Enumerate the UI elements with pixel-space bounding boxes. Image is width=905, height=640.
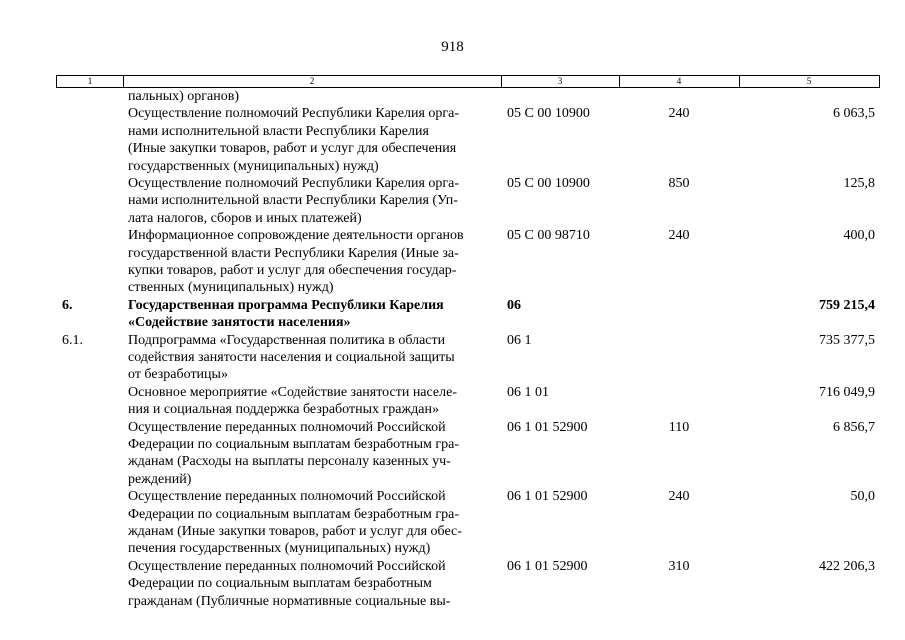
- column-header-3: 3: [557, 76, 563, 86]
- row-name-line: (Иные закупки товаров, работ и услуг для обеспечения: [128, 141, 457, 157]
- row-name-line: реждений): [128, 471, 192, 487]
- row-name-line: жданам (Расходы на выплаты персоналу казенных уч-: [128, 454, 451, 470]
- row-classification-code: 06: [507, 297, 521, 313]
- row-amount: 125,8: [843, 176, 875, 191]
- row-name-line: гражданам (Публичные нормативные социальные вы-: [128, 593, 451, 609]
- row-name: [128, 88, 488, 105]
- row-classification-code: 05 С 00 98710: [507, 228, 590, 244]
- column-header-1: 1: [87, 76, 93, 86]
- row-name-line: Осуществление полномочий Республики Карелия орга-: [128, 176, 460, 191]
- row-amount: 6 856,7: [833, 419, 875, 435]
- row-name-line: ния и социальная поддержка безработных граждан»: [128, 402, 439, 418]
- row-name-line: Осуществление полномочий Республики Карелия орга-: [128, 106, 460, 122]
- column-header-5: 5: [806, 76, 812, 86]
- row-name-line: жданам (Иные закупки товаров, работ и услуг для обес-: [128, 524, 462, 539]
- row-classification-code: 06 1 01: [507, 384, 549, 400]
- row-name: [128, 175, 488, 227]
- row-name-line: Основное мероприятие «Содействие занятости населе-: [128, 384, 457, 400]
- column-header-row: [56, 75, 880, 88]
- row-name-line: Информационное сопровождение деятельности органов: [128, 228, 464, 244]
- column-header-2: 2: [309, 76, 315, 86]
- row-name-line: Осуществление переданных полномочий Российской: [128, 419, 446, 435]
- row-name-line: ственных (муниципальных) нужд): [128, 280, 334, 296]
- row-amount: 716 049,9: [819, 384, 875, 400]
- row-name-line: Федерации по социальным выплатам безработным гра-: [128, 437, 459, 452]
- row-name-line: государственной власти Республики Карелия (Иные за-: [128, 245, 459, 261]
- row-name: [128, 384, 488, 419]
- row-name-line: Государственная программа Республики Карелия: [128, 297, 444, 313]
- row-name-line: пальных) органов): [128, 89, 239, 104]
- row-name-line: Федерации по социальным выплатам безработным гра-: [128, 506, 459, 522]
- row-name-line: «Содействие занятости населения»: [128, 315, 351, 331]
- row-classification-code: 06 1 01 52900: [507, 419, 588, 435]
- row-amount: 759 215,4: [819, 297, 875, 313]
- row-number: 6.1.: [62, 332, 83, 348]
- row-expense-type: 110: [668, 419, 690, 435]
- row-name-line: Подпрограмма «Государственная политика в области: [128, 332, 446, 348]
- row-expense-type: 240: [668, 106, 690, 122]
- row-expense-type: 240: [668, 228, 690, 244]
- row-name-line: государственных (муниципальных) нужд): [128, 158, 379, 174]
- row-name-line: печения государственных (муниципальных) нужд): [128, 541, 431, 557]
- row-name: [128, 105, 488, 175]
- row-name: [128, 332, 488, 384]
- row-expense-type: 240: [668, 489, 690, 505]
- page-number: 918: [441, 39, 464, 55]
- row-amount: 422 206,3: [819, 558, 875, 574]
- row-name-line: Осуществление переданных полномочий Российской: [128, 489, 446, 505]
- row-name: [128, 297, 488, 332]
- row-amount: 6 063,5: [833, 106, 875, 122]
- row-amount: 400,0: [843, 228, 875, 244]
- row-name-line: Осуществление переданных полномочий Российской: [128, 558, 446, 574]
- row-classification-code: 06 1 01 52900: [507, 558, 588, 574]
- row-name: [128, 227, 488, 297]
- row-name-line: от безработицы»: [128, 367, 228, 383]
- row-classification-code: 06 1 01 52900: [507, 489, 588, 505]
- row-classification-code: 05 С 00 10900: [507, 106, 590, 122]
- row-name-line: нами исполнительной власти Республики Карелия: [128, 123, 429, 139]
- row-name-line: купки товаров, работ и услуг для обеспечения государ-: [128, 263, 457, 278]
- row-classification-code: 06 1: [507, 332, 532, 348]
- row-name: [128, 419, 488, 489]
- row-name-line: нами исполнительной власти Республики Карелия (Уп-: [128, 193, 458, 209]
- row-expense-type: 850: [668, 176, 690, 191]
- row-name: [128, 488, 488, 558]
- row-name-line: Федерации по социальным выплатам безработным: [128, 576, 432, 592]
- row-name-line: содействия занятости населения и социальной защиты: [128, 350, 455, 365]
- row-number: 6.: [62, 297, 73, 313]
- row-amount: 735 377,5: [819, 332, 875, 348]
- row-expense-type: 310: [668, 558, 690, 574]
- row-name: [128, 558, 488, 610]
- column-header-4: 4: [676, 76, 682, 86]
- row-classification-code: 05 С 00 10900: [507, 176, 590, 191]
- row-amount: 50,0: [850, 489, 875, 505]
- row-name-line: лата налогов, сборов и иных платежей): [128, 210, 362, 226]
